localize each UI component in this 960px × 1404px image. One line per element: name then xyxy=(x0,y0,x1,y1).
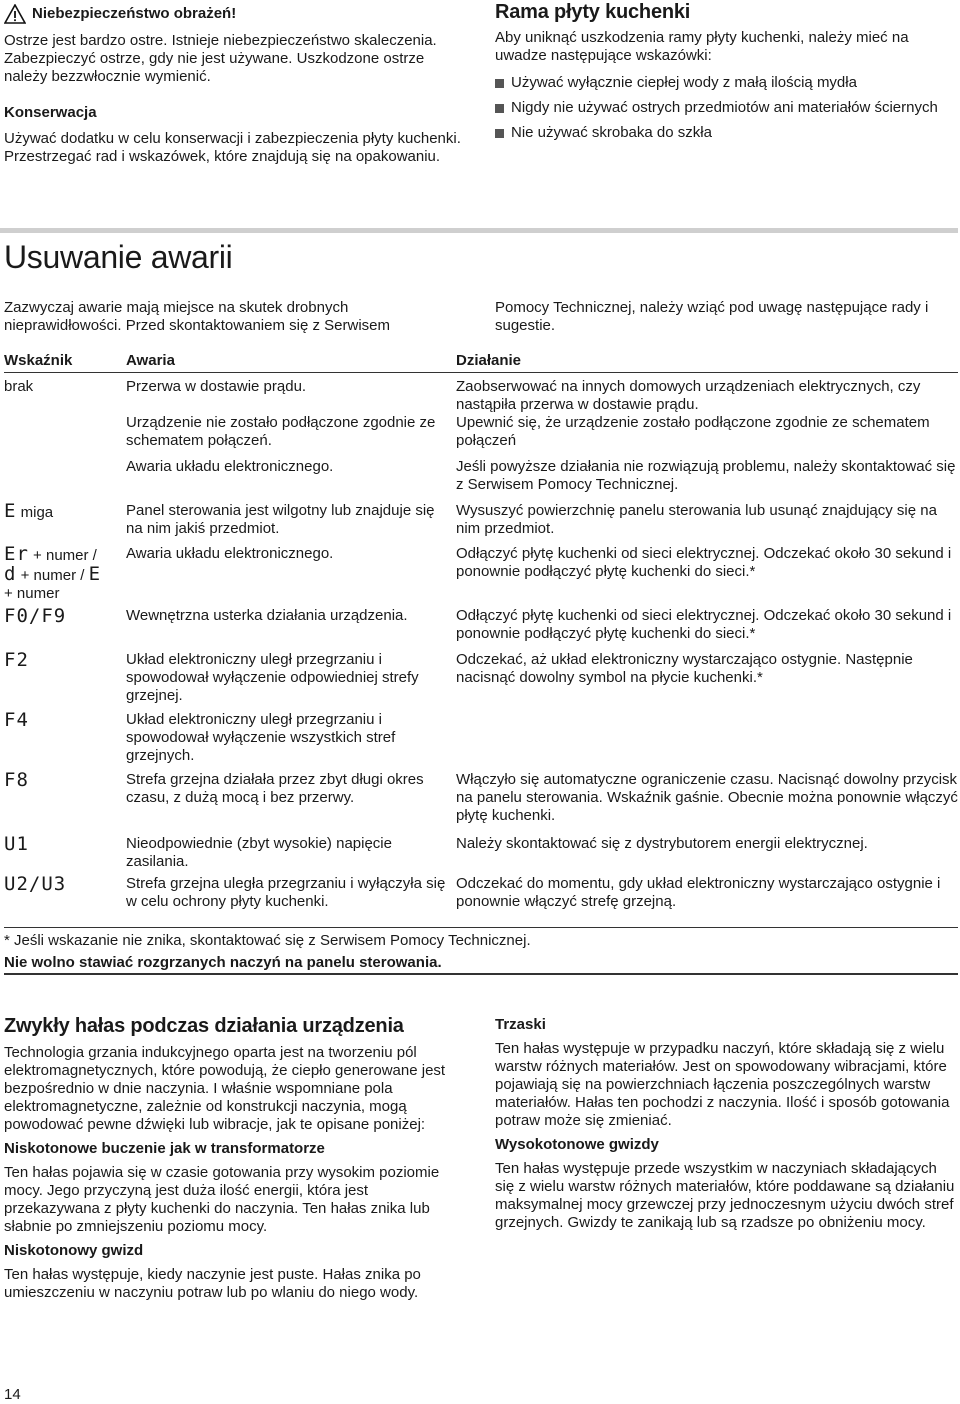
indicator-cell: U1 xyxy=(4,833,29,855)
table-header-rule xyxy=(4,372,958,373)
indicator-cell: F8 xyxy=(4,769,29,791)
fault-cell: Układ elektroniczny uległ przegrzaniu i spowodował wyłączenie odpowiedniej strefy grzejnej. xyxy=(126,651,419,704)
troubleshooting-table xyxy=(4,348,958,915)
fault-cell: Wewnętrzna usterka działania urządzenia. xyxy=(126,607,408,624)
action-cell: Upewnić się, że urządzenie zostało podłączone zgodnie ze schematem połączeń xyxy=(456,414,930,449)
table-row xyxy=(4,607,958,651)
table-row xyxy=(4,458,958,502)
warning-title: Niebezpieczeństwo obrażeń! xyxy=(32,5,237,22)
action-cell: Odłączyć płytę kuchenki od sieci elektrycznej. Odczekać około 30 sekund i ponownie podłączyć płytę kuchenki do sieci.* xyxy=(456,545,952,580)
table-row xyxy=(4,711,958,771)
low-hum-title: Niskotonowe buczenie jak w transformatorze xyxy=(4,1140,325,1157)
fault-cell: Strefa grzejna uległa przegrzaniu i wyłączyła się w celu ochrony płyty kuchenki. xyxy=(126,875,446,910)
action-cell: Wysuszyć powierzchnię panelu sterowania lub usunąć znajdujący się na nim przedmiot. xyxy=(456,502,937,537)
fault-cell: Awaria układu elektronicznego. xyxy=(126,545,334,562)
frame-care-intro: Aby uniknąć uszkodzenia ramy płyty kuchenki, należy mieć na uwadze następujące wskazówki: xyxy=(495,29,909,64)
fault-cell: Strefa grzejna działała przez zbyt długi okres czasu, z dużą mocą i bez przerwy. xyxy=(126,771,424,806)
action-cell: Włączyło się automatyczne ograniczenie czasu. Nacisnąć dowolny przycisk na panelu sterowania. Wskaźnik gaśnie. Obecnie można ponownie włączyć płytę kuchenki. xyxy=(456,771,958,824)
noise-title: Zwykły hałas podczas działania urządzenia xyxy=(4,1015,404,1037)
table-row xyxy=(4,502,958,545)
action-cell: Zaobserwować na innych domowych urządzeniach elektrycznych, czy nastąpiła przerwa w dostawie prądu. xyxy=(456,378,921,413)
troubleshooting-title: Usuwanie awarii xyxy=(4,239,233,275)
low-whistle-text: Ten hałas występuje, kiedy naczynie jest puste. Hałas znika po umieszczeniu w naczyniu potraw lub po wlaniu do niego wody. xyxy=(4,1266,421,1301)
footnote: * Jeśli wskazanie nie znika, skontaktować się z Serwisem Pomocy Technicznej. xyxy=(4,932,531,949)
indicator-cell xyxy=(4,414,126,458)
maintenance-title: Konserwacja xyxy=(4,104,97,121)
fault-cell: Układ elektroniczny uległ przegrzaniu i spowodował wyłączenie wszystkich stref grzejnych. xyxy=(126,711,396,764)
list-item: Nie używać skrobaka do szkła xyxy=(495,124,957,142)
header-indicator: Wskaźnik xyxy=(4,352,73,369)
table-row xyxy=(4,414,958,458)
bullet-icon xyxy=(495,104,504,113)
header-fault: Awaria xyxy=(126,352,175,369)
table-row xyxy=(4,374,958,414)
table-bottom-rule xyxy=(4,973,958,975)
maintenance-text: Używać dodatku w celu konserwacji i zabezpieczenia płyty kuchenki. Przestrzegać rad i wskazówek, które znajdują się na opakowaniu. xyxy=(4,130,461,165)
bullet-icon xyxy=(495,129,504,138)
fault-cell: Przerwa w dostawie prądu. xyxy=(126,378,307,395)
fault-cell: Urządzenie nie zostało podłączone zgodnie ze schematem połączeń. xyxy=(126,414,436,449)
low-hum-text: Ten hałas pojawia się w czasie gotowania przy wysokim poziomie mocy. Jego przyczyną jest duża ilość energii, która jest przekazywana z płyty kuchenki do naczynia. Ten hałas znika lub słabnie po zmniejszeniu poziomu mocy. xyxy=(4,1164,440,1235)
table-row xyxy=(4,875,958,915)
frame-care-section xyxy=(495,0,957,142)
fault-cell: Panel sterowania jest wilgotny lub znajduje się na nim jakiś przedmiot. xyxy=(126,502,435,537)
action-cell: Odczekać, aż układ elektroniczny wystarczająco ostygnie. Następnie nacisnąć dowolny symbol na płycie kuchenki.* xyxy=(456,651,913,686)
noise-section xyxy=(4,1014,466,1302)
troubleshooting-intro-right: Pomocy Technicznej, należy wziąć pod uwagę następujące rady i sugestie. xyxy=(495,299,929,334)
action-cell xyxy=(456,711,958,771)
indicator-cell: E miga xyxy=(4,500,54,522)
display-symbol-e2: E xyxy=(88,563,102,585)
frame-care-list xyxy=(495,74,957,142)
frame-care-title: Rama płyty kuchenki xyxy=(495,1,691,23)
crackle-title: Trzaski xyxy=(495,1016,546,1033)
table-row xyxy=(4,651,958,711)
warning-text: Ostrze jest bardzo ostre. Istnieje niebezpieczeństwo skaleczenia. Zabezpieczyć ostrze, gdy nie jest używane. Uszkodzone ostrze należy bezzwłocznie wymienić. xyxy=(4,32,437,85)
fault-cell: Nieodpowiednie (zbyt wysokie) napięcie zasilania. xyxy=(126,835,392,870)
warning-heading xyxy=(4,4,466,24)
table-row xyxy=(4,835,958,875)
table-row xyxy=(4,545,958,607)
indicator-cell xyxy=(4,458,126,502)
table-row xyxy=(4,771,958,835)
action-cell: Odłączyć płytę kuchenki od sieci elektrycznej. Odczekać około 30 sekund i ponownie podłączyć płytę kuchenki do sieci.* xyxy=(456,607,952,642)
display-symbol-d: d xyxy=(4,563,17,585)
indicator-cell: F0/F9 xyxy=(4,605,67,627)
low-whistle-title: Niskotonowy gwizd xyxy=(4,1242,144,1259)
bullet-icon xyxy=(495,79,504,88)
action-cell: Jeśli powyższe działania nie rozwiązują problemu, należy skontaktować się z Serwisem Pomocy Technicznej. xyxy=(456,458,956,493)
high-whistle-title: Wysokotonowe gwizdy xyxy=(495,1136,659,1153)
table-end-rule xyxy=(4,927,958,928)
action-cell: Odczekać do momentu, gdy układ elektroniczny wystarczająco ostygnie i ponownie włączyć strefę grzejną. xyxy=(456,875,941,910)
indicator-cell: Er + numer / d + numer / E + numer xyxy=(4,543,102,602)
list-item: Nigdy nie używać ostrych przedmiotów ani materiałów ściernych xyxy=(495,99,957,117)
hot-pan-warning: Nie wolno stawiać rozgrzanych naczyń na panelu sterowania. xyxy=(4,954,442,971)
display-symbol-e: E xyxy=(4,500,17,522)
page-number: 14 xyxy=(4,1386,21,1403)
troubleshooting-intro-left: Zazwyczaj awarie mają miejsce na skutek drobnych nieprawidłowości. Przed skontaktowaniem się z Serwisem xyxy=(4,299,390,334)
crackle-text: Ten hałas występuje w przypadku naczyń, które składają się z wielu warstw różnych materiałów. Jest on spowodowany wibracjami, które pojawiają się na powierzchniach łączenia poszczególnych warstw materiałów. Hałas ten pochodzi z naczynia. Ilość i sposób gotowania potraw może się zmieniać. xyxy=(495,1040,950,1129)
indicator-cell: F2 xyxy=(4,649,29,671)
fault-cell: Awaria układu elektronicznego. xyxy=(126,458,334,475)
noise-intro: Technologia grzania indukcyjnego oparta jest na tworzeniu pól elektromagnetycznych, które powodują, że ciepło generowane jest bezpośrednio w dnie naczynia. I właśnie wspomniane pola elektromagnetyczne, zależnie od konstrukcji naczynia, mogą powodować pewne dźwięki lub wibracje, jak te opisane poniżej: xyxy=(4,1044,446,1133)
display-symbol-er: Er xyxy=(4,543,29,565)
high-whistle-text: Ten hałas występuje przede wszystkim w naczyniach składających się z wielu warstw różnych materiałów, które poddawane są działaniu maksymalnej mocy grzewczej przy jednoczesnym użyciu dwóch stref grzejnych. Gwizdy te zanikają lub są rzadsze po obniżeniu mocy. xyxy=(495,1160,955,1231)
safety-section xyxy=(4,4,466,166)
table-header-row xyxy=(4,348,958,374)
noise-section-right xyxy=(495,1016,957,1232)
section-divider xyxy=(0,228,958,233)
indicator-cell: brak xyxy=(4,378,34,395)
action-cell: Należy skontaktować się z dystrybutorem energii elektrycznej. xyxy=(456,835,868,852)
header-action: Działanie xyxy=(456,352,522,369)
warning-triangle-icon xyxy=(4,4,26,24)
list-item: Używać wyłącznie ciepłej wody z małą ilością mydła xyxy=(495,74,957,92)
indicator-cell: U2/U3 xyxy=(4,873,67,895)
indicator-cell: F4 xyxy=(4,709,29,731)
